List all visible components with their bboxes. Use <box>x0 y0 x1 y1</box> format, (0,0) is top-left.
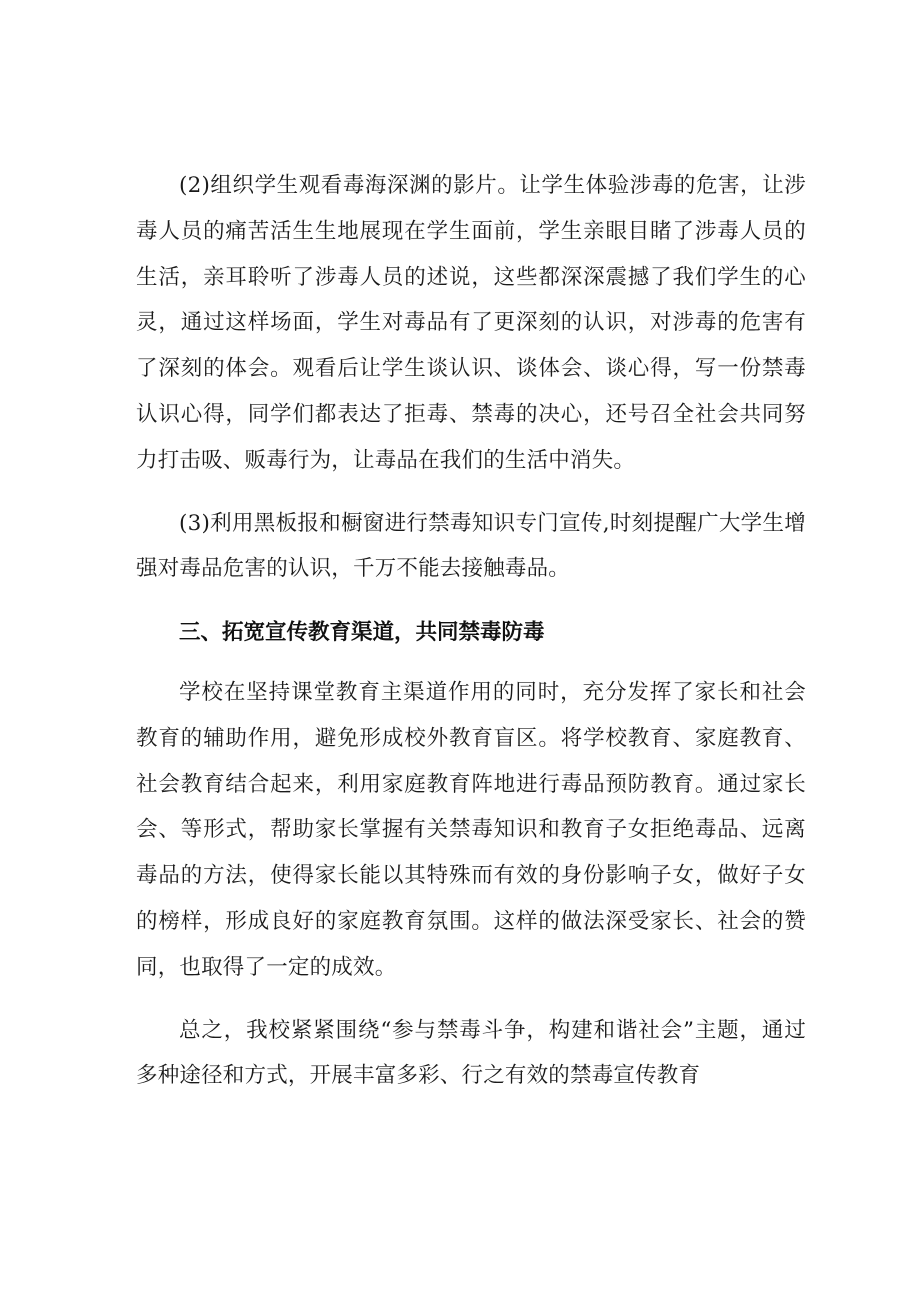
paragraph-blackboard: (3)利用黑板报和橱窗进行禁毒知识专门宣传,时刻提醒广大学生增强对毒品危害的认识，千万不能去接触毒品。 <box>136 510 806 582</box>
section-heading-3: 三、拓宽宣传教育渠道，共同禁毒防毒 <box>179 620 545 646</box>
paragraph-family-education: 学校在坚持课堂教育主渠道作用的同时，充分发挥了家长和社会教育的辅助作用，避免形成校外教育盲区。将学校教育、家庭教育、社会教育结合起来，利用家庭教育阵地进行毒品预防教育。通过家长会、等形式，帮助家长掌握有关禁毒知识和教育子女拒绝毒品、远离毒品的方法，使得家长能以其特殊而有效的身份影响子女，做好子女的榜样，形成良好的家庭教育氛围。这样的做法深受家长、社会的赞同，也取得了一定的成效。 <box>136 679 806 980</box>
document-body <box>136 163 806 1099</box>
paragraph-film-viewing: (2)组织学生观看毒海深渊的影片。让学生体验涉毒的危害，让涉毒人员的痛苦活生生地展现在学生面前，学生亲眼目睹了涉毒人员的生活，亲耳聆听了涉毒人员的述说，这些都深深震撼了我们学生的心灵，通过这样场面，学生对毒品有了更深刻的认识，对涉毒的危害有了深刻的体会。观看后让学生谈认识、谈体会、谈心得，写一份禁毒认识心得，同学们都表达了拒毒、禁毒的决心，还号召全社会共同努力打击吸、贩毒行为，让毒品在我们的生活中消失。 <box>136 173 806 473</box>
paragraph-summary: 总之，我校紧紧围绕“参与禁毒斗争，构建和谐社会”主题，通过多种途径和方式，开展丰富多彩、行之有效的禁毒宣传教育 <box>136 1017 806 1089</box>
